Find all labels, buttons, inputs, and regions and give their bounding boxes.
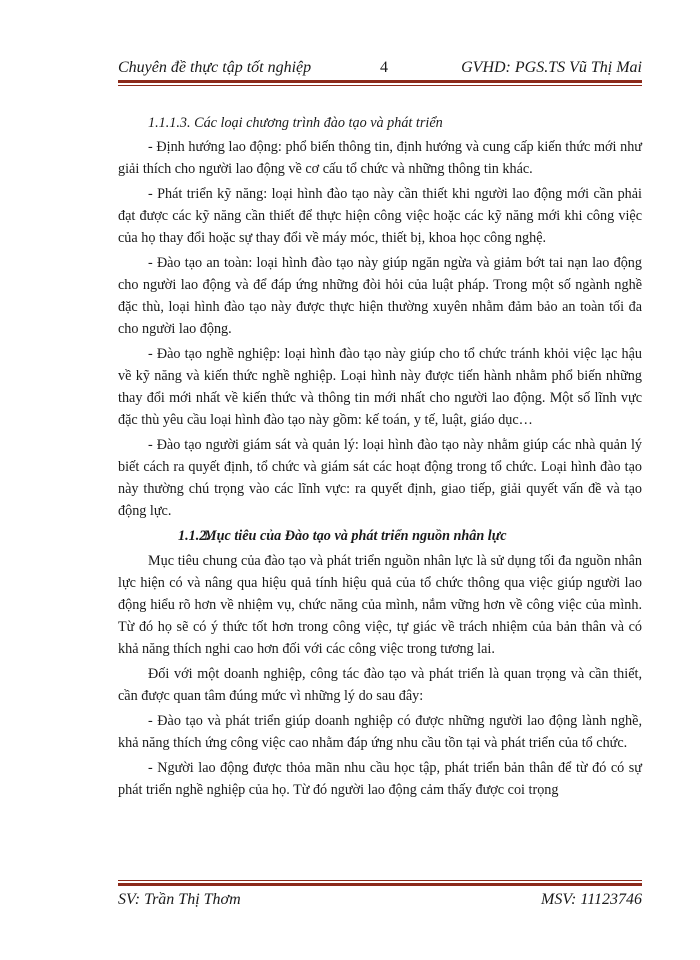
page-footer bbox=[118, 889, 642, 911]
header-rule-thin bbox=[118, 85, 642, 86]
paragraph: - Phát triển kỹ năng: loại hình đào tạo này cần thiết khi người lao động mới cần phải đạt được các kỹ năng cần thiết để thực hiện công việc hoặc các kỹ năng mới khi công việc của họ thay đổi hoặc sự thay đổi về máy móc, thiết bị, khoa học công nghệ. bbox=[118, 186, 642, 246]
footer-rule-thick bbox=[118, 883, 642, 886]
paragraph: Đối với một doanh nghiệp, công tác đào tạo và phát triển là quan trọng và cần thiết, cần được quan tâm đúng mức vì những lý do sau đây: bbox=[118, 666, 642, 704]
paragraph: - Đào tạo nghề nghiệp: loại hình đào tạo này giúp cho tổ chức tránh khỏi việc lạc hậu về kỹ năng và kiến thức nghề nghiệp. Loại hình này được tiến hành nhằm phổ biến những thay đổi mới nhất về kiến thức và thông tin mới nhất cho người lao động. Một số lĩnh vực đặc thù yêu cầu loại hình đào tạo này gồm: kế toán, y tế, luật, giáo dục… bbox=[118, 346, 642, 428]
paragraph: - Đào tạo an toàn: loại hình đào tạo này giúp ngăn ngừa và giảm bớt tai nạn lao động cho người lao động và để đáp ứng những đòi hỏi của luật pháp. Trong một số ngành nghề đặc thù, loại hình đào tạo này được thực hiện thường xuyên nhằm đảm bảo an toàn tối đa cho người lao động. bbox=[118, 255, 642, 337]
paragraph: - Đào tạo người giám sát và quản lý: loại hình đào tạo này nhằm giúp các nhà quản lý biết cách ra quyết định, tổ chức và giám sát các hoạt động trong tổ chức. Loại hình đào tạo này thường chú trọng vào các lĩnh vực: ra quyết định, giao tiếp, giải quyết vấn đề và tạo động lực. bbox=[118, 437, 642, 519]
section-heading bbox=[118, 525, 642, 547]
page-body bbox=[118, 112, 642, 804]
page-header bbox=[118, 57, 642, 79]
header-supervisor: GVHD: PGS.TS Vũ Thị Mai bbox=[461, 59, 642, 76]
footer-student-name: SV: Trần Thị Thơm bbox=[118, 891, 241, 908]
paragraph: - Đào tạo và phát triển giúp doanh nghiệp có được những người lao động lành nghề, khả năng thích ứng công việc cao nhằm đáp ứng nhu cầu tồn tại và phát triển của tổ chức. bbox=[118, 713, 642, 751]
section-title: Mục tiêu của Đào tạo và phát triển nguồn nhân lực bbox=[204, 528, 507, 544]
paragraph: - Người lao động được thỏa mãn nhu cầu học tập, phát triển bản thân để từ đó có sự phát triển nghề nghiệp của họ. Từ đó người lao động cảm thấy được coi trọng bbox=[118, 760, 642, 798]
header-document-type: Chuyên đề thực tập tốt nghiệp bbox=[118, 59, 312, 76]
header-page-number: 4 bbox=[380, 59, 388, 76]
footer-student-id: MSV: 11123746 bbox=[540, 891, 642, 908]
section-number: 1.1.2. bbox=[178, 528, 210, 544]
paragraph: - Định hướng lao động: phổ biến thông tin, định hướng và cung cấp kiến thức mới như giải thích cho người lao động về cơ cấu tổ chức và những thông tin khác. bbox=[118, 139, 642, 177]
footer-rule-thin bbox=[118, 880, 642, 881]
subsection-title: 1.1.1.3. Các loại chương trình đào tạo và phát triển bbox=[148, 115, 443, 131]
header-rule-thick bbox=[118, 80, 642, 83]
paragraph: Mục tiêu chung của đào tạo và phát triển nguồn nhân lực là sử dụng tối đa nguồn nhân lực hiện có và nâng qua hiệu quả tính hiệu quả của tổ chức thông qua việc giúp người lao động hiểu rõ hơn về nhiệm vụ, chức năng của mình, nắm vững hơn về công việc của mình. Từ đó họ sẽ có ý thức tốt hơn trong công việc, tự giác về trách nhiệm của bản thân và có khả năng thích nghi cao hơn đối với các công việc trong tương lai. bbox=[118, 553, 642, 657]
